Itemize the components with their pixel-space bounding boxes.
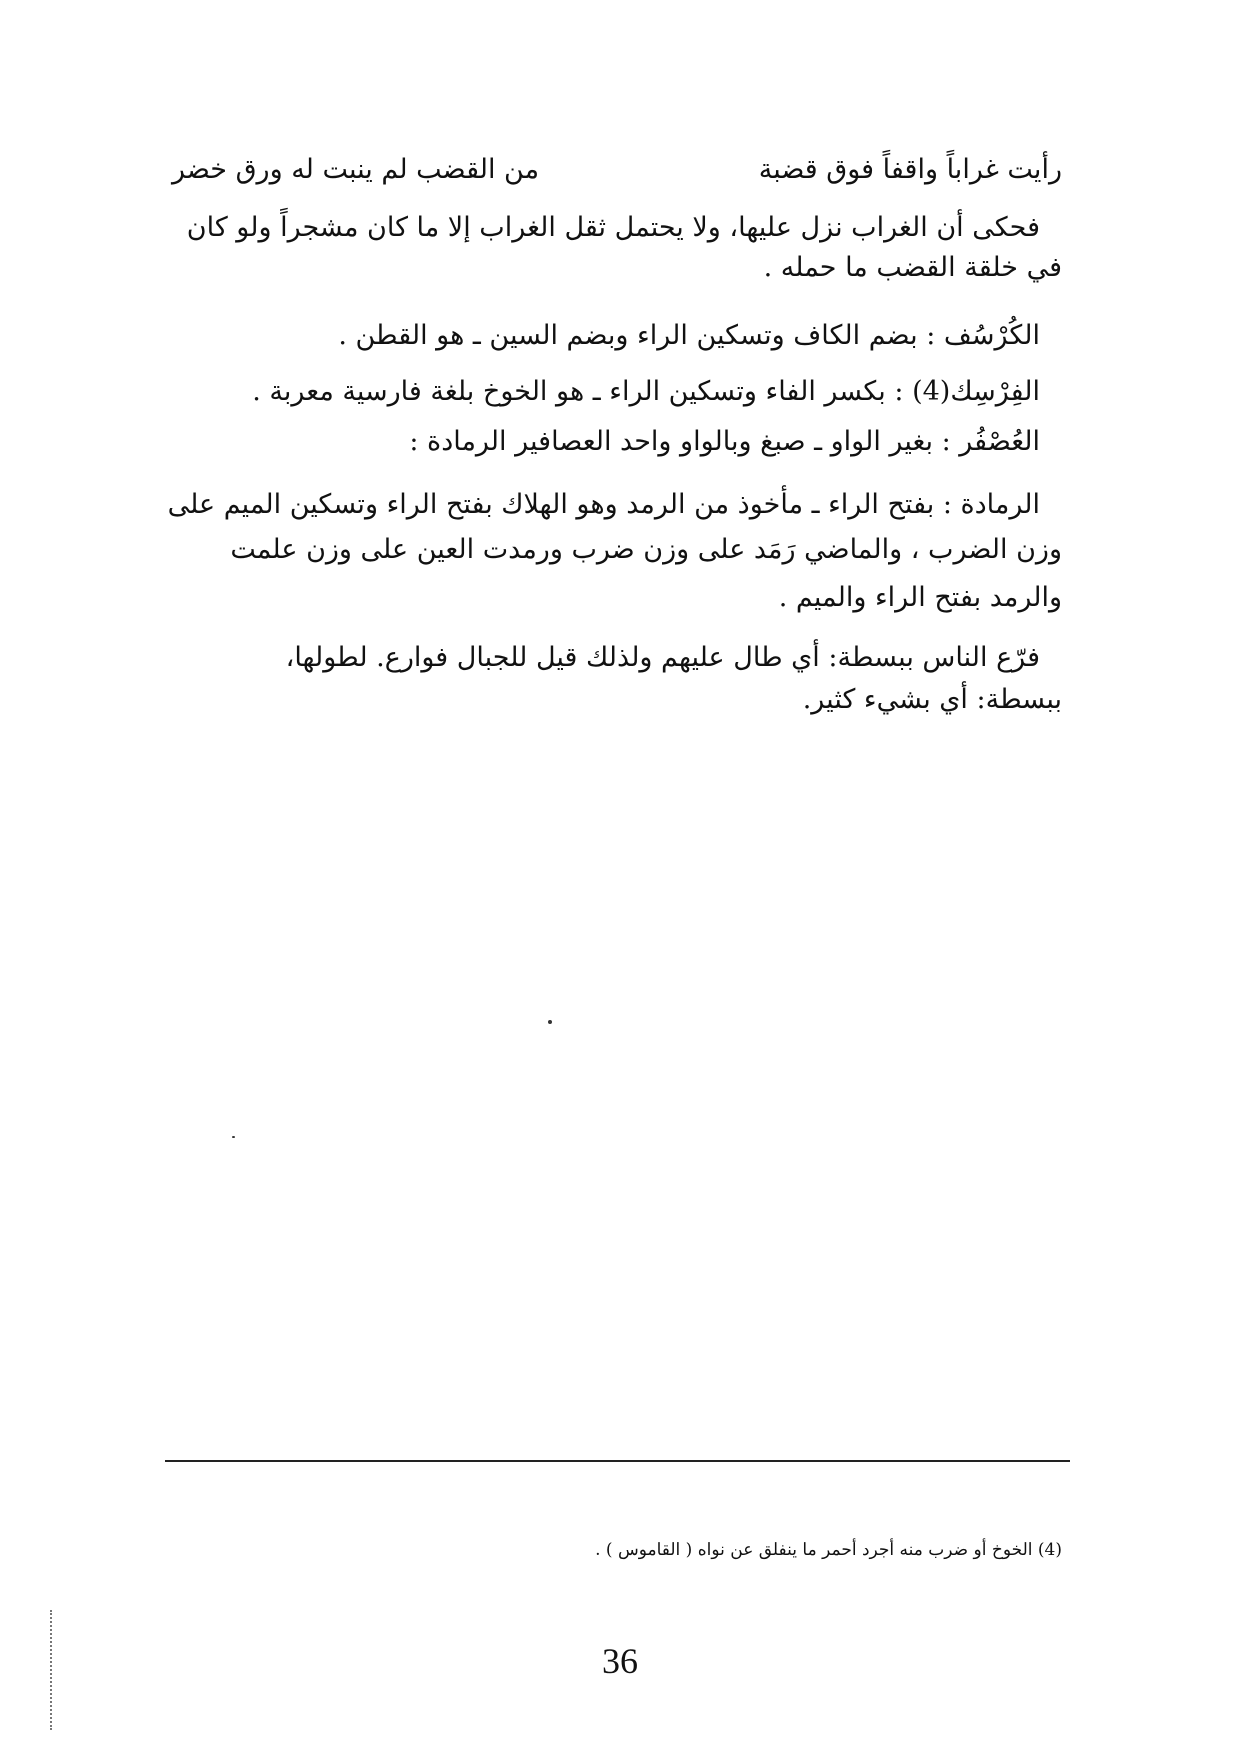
page-number: 36 xyxy=(602,1641,638,1681)
footnote-separator xyxy=(165,1460,1070,1462)
footnote: (4) الخوخ أو ضرب منه أجرد أحمر ما ينفلق عن نواه ( القاموس ) . xyxy=(595,1540,1062,1560)
definition-ramada-line: والرمد بفتح الراء والميم . xyxy=(778,582,1062,613)
definition-ramada-line: وزن الضرب ، والماضي رَمَد على وزن ضرب ورمدت العين على وزن علمت xyxy=(230,534,1062,565)
scan-speck xyxy=(548,1020,552,1024)
paragraph-line: في خلقة القضب ما حمله . xyxy=(763,252,1062,283)
definition-fara-line: ببسطة: أي بشيء كثير. xyxy=(802,684,1062,715)
definition-usfur: العُصْفُر : بغير الواو ـ صبغ وبالواو واحد العصافير الرمادة : xyxy=(409,426,1040,457)
definition-ramada-line: الرمادة : بفتح الراء ـ مأخوذ من الرمد وهو الهلاك بفتح الراء وتسكين الميم على xyxy=(167,489,1040,520)
definition-firsik: الفِرْسِك(4) : بكسر الفاء وتسكين الراء ـ هو الخوخ بلغة فارسية معربة . xyxy=(252,376,1040,407)
scan-speck xyxy=(232,1136,235,1138)
poem-verse xyxy=(172,150,1062,190)
paragraph-line: فحكى أن الغراب نزل عليها، ولا يحتمل ثقل الغراب إلا ما كان مشجراً ولو كان xyxy=(186,212,1040,243)
definition-kursuf: الكُرْسُف : بضم الكاف وتسكين الراء وبضم السين ـ هو القطن . xyxy=(338,320,1040,351)
definition-fara-line: فرّع الناس ببسطة: أي طال عليهم ولذلك قيل للجبال فوارع. لطولها، xyxy=(285,642,1040,673)
verse-second-hemistich: من القضب لم ينبت له ورق خضر xyxy=(172,154,540,185)
verse-first-hemistich: رأيت غراباً واقفاً فوق قضبة xyxy=(758,154,1062,185)
scan-gutter-mark xyxy=(50,1610,55,1730)
